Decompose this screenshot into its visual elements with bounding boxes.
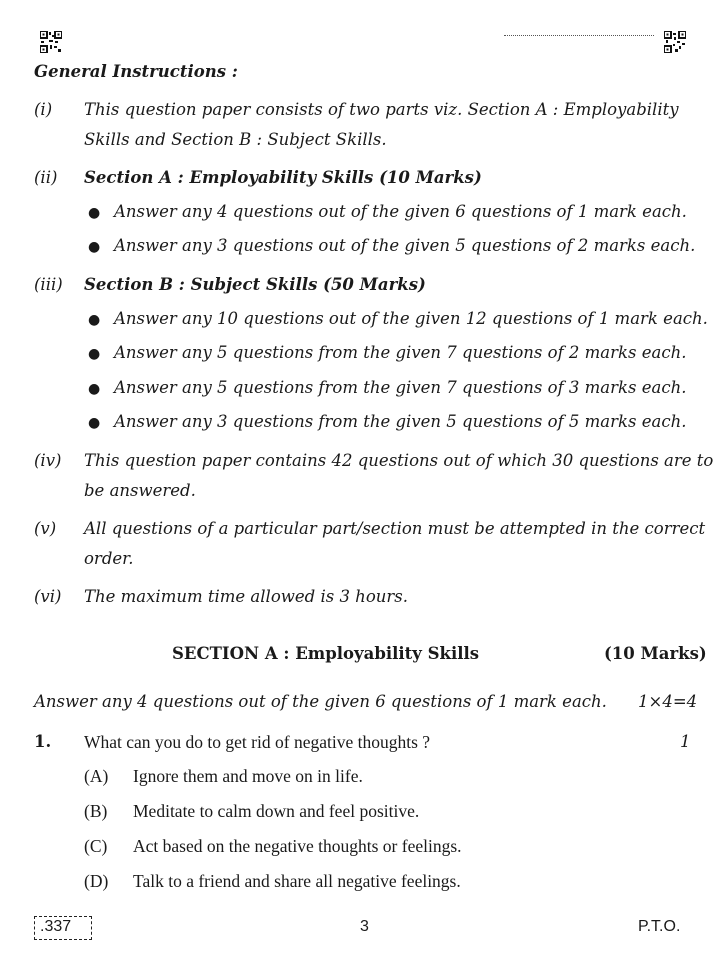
instruction-bullet: Answer any 3 questions out of the given 5 questions of 2 marks each.: [114, 236, 696, 255]
option-text: Act based on the negative thoughts or feelings.: [133, 836, 462, 856]
qr-code-icon: [40, 31, 62, 53]
instruction-number: (iii): [34, 275, 63, 294]
instruction-number: (i): [34, 100, 53, 119]
instruction-bullet: Answer any 5 questions from the given 7 questions of 2 marks each.: [114, 343, 687, 362]
option-text: Ignore them and move on in life.: [133, 766, 363, 786]
instruction-text: All questions of a particular part/section must be attempted in the correct: [84, 519, 706, 538]
section-a-scheme: 1×4=4: [638, 692, 698, 711]
header-rule: [504, 35, 654, 36]
instruction-number: (vi): [34, 587, 62, 606]
section-a-title: SECTION A : Employability Skills: [172, 644, 480, 663]
option-label: (B): [84, 801, 108, 821]
bullet-icon: ●: [88, 205, 101, 221]
bullet-icon: ●: [88, 346, 101, 362]
instruction-text: Skills and Section B : Subject Skills.: [84, 130, 387, 149]
section-a-marks: (10 Marks): [604, 644, 707, 663]
section-a-heading: Section A : Employability Skills (10 Marks): [84, 168, 482, 187]
question-text: What can you do to get rid of negative thoughts ?: [84, 732, 431, 752]
instruction-bullet: Answer any 5 questions from the given 7 questions of 3 marks each.: [114, 378, 687, 397]
page-number: 3: [360, 918, 369, 935]
instruction-bullet: Answer any 10 questions out of the given 12 questions of 1 mark each.: [114, 309, 708, 328]
instruction-text: The maximum time allowed is 3 hours.: [84, 587, 408, 606]
option-text: Talk to a friend and share all negative feelings.: [133, 871, 461, 891]
section-b-heading: Section B : Subject Skills (50 Marks): [84, 275, 426, 294]
pto-label: P.T.O.: [638, 918, 681, 935]
option-label: (A): [84, 766, 109, 786]
question-marks: 1: [680, 732, 691, 751]
instruction-bullet: Answer any 3 questions from the given 5 questions of 5 marks each.: [114, 412, 687, 431]
instruction-text: be answered.: [84, 481, 196, 500]
instruction-text: This question paper consists of two parts viz. Section A : Employability: [84, 100, 679, 119]
instruction-number: (v): [34, 519, 57, 538]
instruction-number: (iv): [34, 451, 62, 470]
instruction-text: order.: [84, 549, 134, 568]
bullet-icon: ●: [88, 415, 101, 431]
option-label: (C): [84, 836, 108, 856]
bullet-icon: ●: [88, 381, 101, 397]
option-label: (D): [84, 871, 109, 891]
instruction-bullet: Answer any 4 questions out of the given 6 questions of 1 mark each.: [114, 202, 687, 221]
paper-code: .337: [40, 918, 72, 935]
qr-code-icon: [664, 31, 686, 53]
option-text: Meditate to calm down and feel positive.: [133, 801, 420, 821]
instruction-text: This question paper contains 42 questions out of which 30 questions are to: [84, 451, 714, 470]
bullet-icon: ●: [88, 239, 101, 255]
instruction-number: (ii): [34, 168, 58, 187]
bullet-icon: ●: [88, 312, 101, 328]
section-a-instruction: Answer any 4 questions out of the given 6 questions of 1 mark each.: [34, 692, 607, 711]
instructions-title: General Instructions :: [34, 62, 238, 81]
question-number: 1.: [34, 732, 52, 751]
